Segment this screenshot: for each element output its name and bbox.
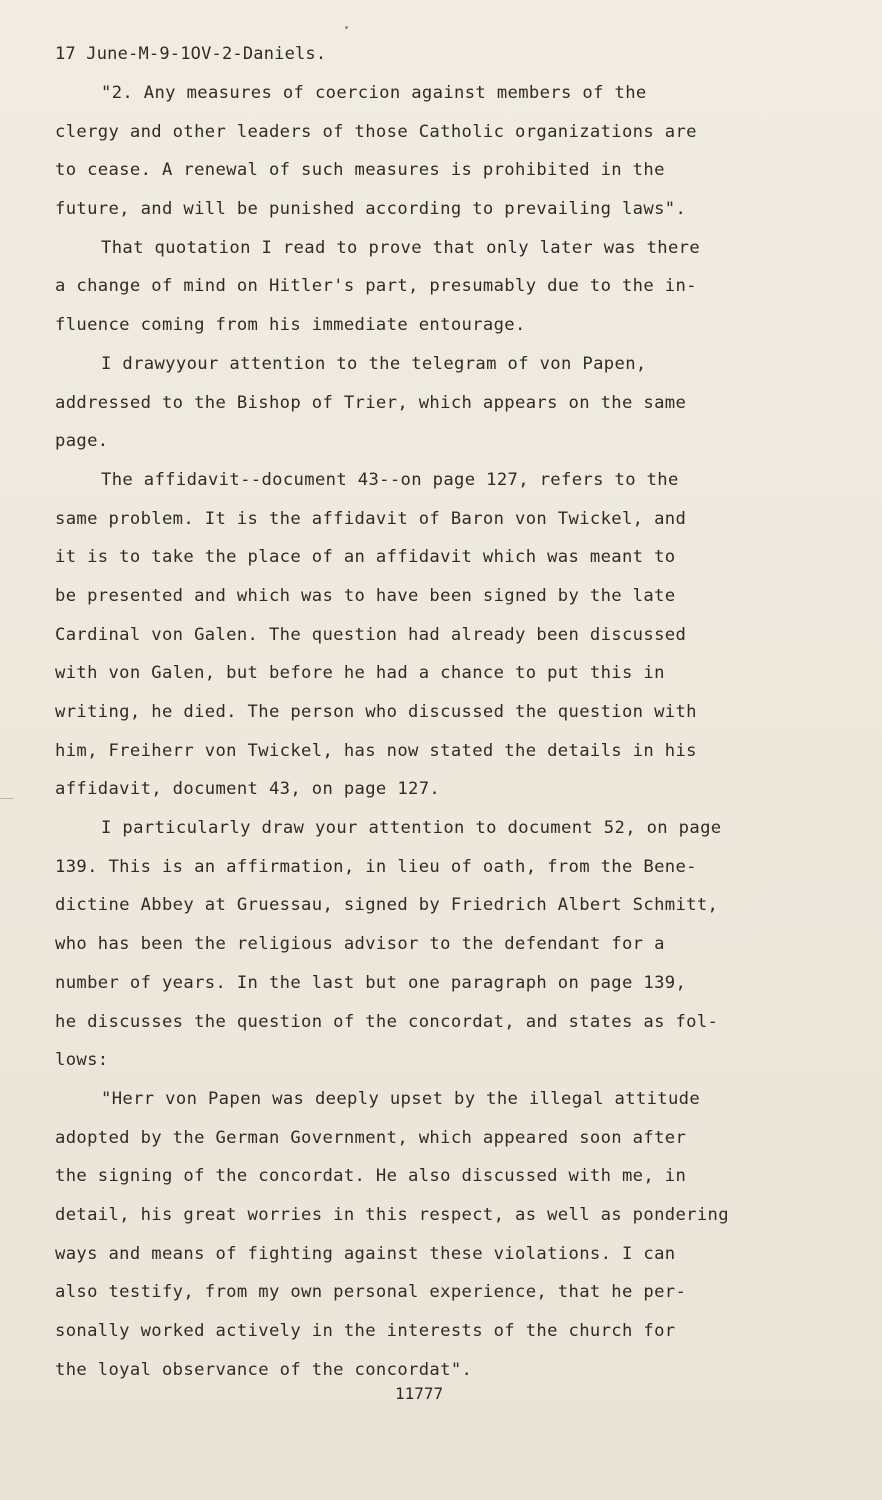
text-line: Cardinal von Galen. The question had already been discussed bbox=[55, 624, 687, 645]
text-line: number of years. In the last but one paragraph on page 139, bbox=[55, 972, 687, 993]
text-line: be presented and which was to have been signed by the late bbox=[55, 585, 676, 606]
document-header: 17 June-M-9-1OV-2-Daniels. bbox=[55, 44, 327, 64]
text-line: The affidavit--document 43--on page 127, refers to the bbox=[101, 469, 679, 490]
text-line: writing, he died. The person who discussed the question with bbox=[55, 702, 697, 722]
text-line: to cease. A renewal of such measures is prohibited in the bbox=[55, 160, 665, 181]
text-line: same problem. It is the affidavit of Baron von Twickel, and bbox=[55, 508, 687, 529]
text-line: the signing of the concordat. He also discussed with me, in bbox=[55, 1166, 687, 1187]
text-line: who has been the religious advisor to the defendant for a bbox=[55, 934, 665, 955]
text-line: also testify, from my own personal experience, that he per- bbox=[55, 1282, 687, 1303]
text-line: with von Galen, but before he had a chance to put this in bbox=[55, 663, 665, 684]
text-line: the loyal observance of the concordat". bbox=[55, 1359, 473, 1380]
text-line: That quotation I read to prove that only later was there bbox=[101, 237, 701, 258]
text-line: adopted by the German Government, which appeared soon after bbox=[55, 1127, 687, 1148]
text-line: affidavit, document 43, on page 127. bbox=[55, 779, 441, 800]
text-line: addressed to the Bishop of Trier, which appears on the same bbox=[55, 392, 687, 413]
text-line: fluence coming from his immediate entourage. bbox=[55, 315, 526, 336]
text-line: I drawyyour attention to the telegram of von Papen, bbox=[101, 353, 647, 374]
text-line: I particularly draw your attention to document 52, on page bbox=[101, 818, 722, 839]
text-line: it is to take the place of an affidavit which was meant to bbox=[55, 547, 676, 568]
page-number: 11777 bbox=[395, 1384, 444, 1403]
text-line: ways and means of fighting against these violations. I can bbox=[55, 1243, 676, 1264]
text-line: page. bbox=[55, 431, 109, 452]
text-line: him, Freiherr von Twickel, has now stated the details in his bbox=[55, 740, 697, 761]
margin-mark bbox=[0, 798, 14, 799]
text-line: future, and will be punished according to prevailing laws". bbox=[55, 199, 687, 220]
text-line: dictine Abbey at Gruessau, signed by Friedrich Albert Schmitt, bbox=[55, 895, 719, 916]
text-line: he discusses the question of the concordat, and states as fol- bbox=[55, 1011, 719, 1032]
text-line: "Herr von Papen was deeply upset by the illegal attitude bbox=[101, 1088, 701, 1109]
text-line: "2. Any measures of coercion against members of the bbox=[101, 83, 647, 103]
text-line: detail, his great worries in this respect, as well as pondering bbox=[55, 1204, 729, 1225]
text-line: a change of mind on Hitler's part, presumably due to the in- bbox=[55, 276, 697, 297]
text-line: clergy and other leaders of those Catholic organizations are bbox=[55, 121, 697, 142]
text-line: sonally worked actively in the interests of the church for bbox=[55, 1321, 676, 1341]
text-line: 139. This is an affirmation, in lieu of oath, from the Bene- bbox=[55, 856, 697, 877]
ink-dot bbox=[345, 26, 348, 29]
text-line: lows: bbox=[55, 1050, 109, 1071]
document-body bbox=[55, 74, 815, 1389]
